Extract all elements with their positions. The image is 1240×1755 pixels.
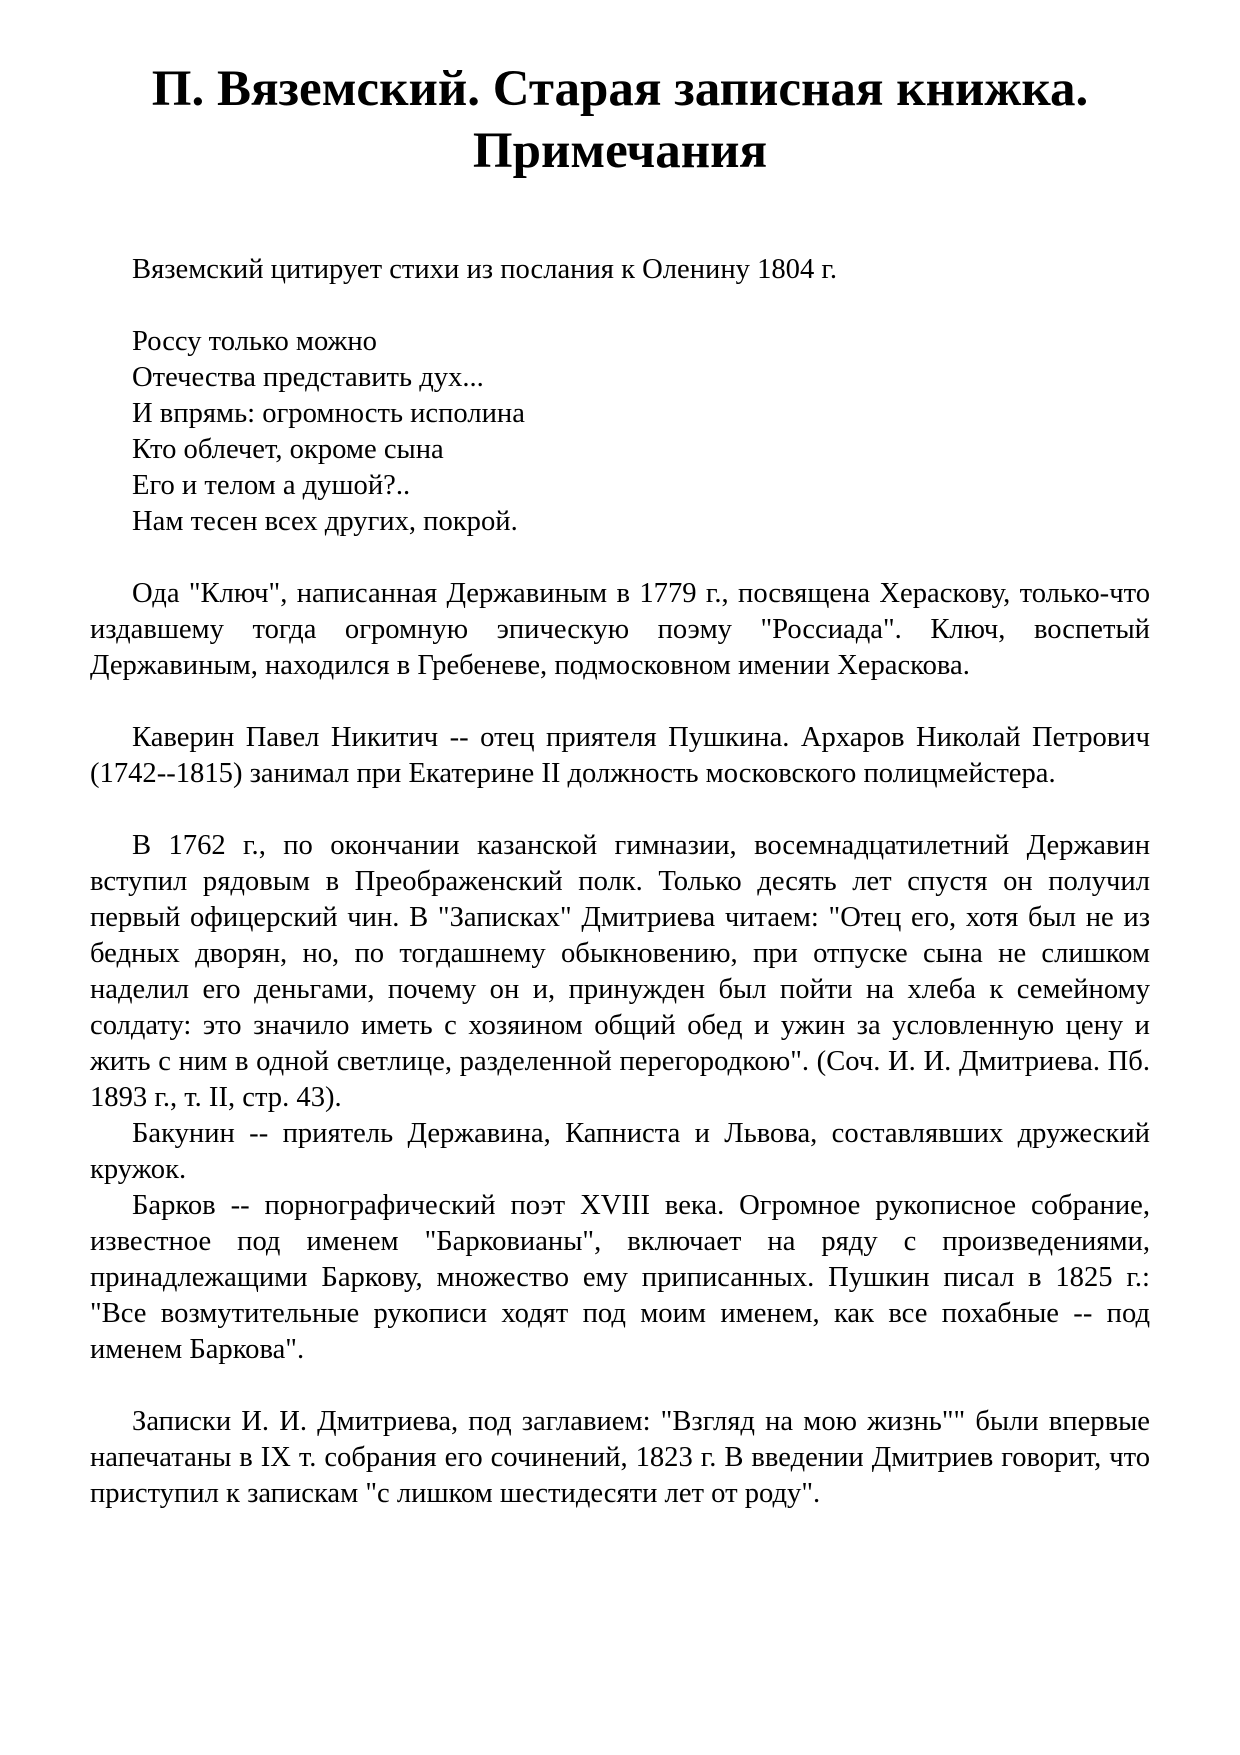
document-title — [90, 58, 1150, 182]
note-paragraph-derzhavin-1762: В 1762 г., по окончании казанской гимназии, восемнадцатилетний Державин вступил рядовым в Преображенский полк. Только десять лет спустя он получил первый офицерский чин. В "Записках" Дмитриева читаем: "Отец его, хотя был не из бедных дворян, но, по тогдашнему обыкновению, при отпуске сына не слишком наделил его деньгами, почему он и, принужден был пойти на хлеба к семейному солдату: это значило иметь с хозяином общий обед и ужин за условленную цену и жить с ним в одной светлице, разделенной перегородкою". (Соч. И. И. Дмитриева. Пб. 1893 г., т. II, стр. 43). — [90, 830, 1150, 1113]
note-paragraph-bakunin: Бакунин -- приятель Державина, Капниста и Львова, составлявших дружеский кружок. — [90, 1118, 1150, 1185]
verse-line: Его и телом а душой?.. — [132, 470, 411, 501]
verse-line: Кто облечет, окроме сына — [132, 434, 444, 465]
document-title-line-1: П. Вяземский. Старая записная книжка. — [151, 61, 1089, 117]
verse-line: И впрямь: огромность исполина — [132, 398, 525, 429]
intro-paragraph: Вяземский цитирует стихи из послания к Оленину 1804 г. — [132, 254, 838, 285]
verse-line: Отечества представить дух... — [132, 362, 484, 393]
verse-line: Нам тесен всех других, покрой. — [132, 506, 518, 537]
note-paragraph-barkov: Барков -- порнографический поэт XVIII века. Огромное рукописное собрание, известное под именем "Барковианы", включает на ряду с произведениями, принадлежащими Баркову, множество ему приписанных. Пушкин писал в 1825 г.: "Все возмутительные рукописи ходят под моим именем, как все похабные -- под именем Баркова". — [90, 1190, 1150, 1365]
verse-quote — [132, 324, 1150, 540]
document-title-line-2: Примечания — [472, 123, 768, 179]
note-paragraph-dmitriev: Записки И. И. Дмитриева, под заглавием: "Взгляд на мою жизнь"" были впервые напечатаны в IX т. собрания его сочинений, 1823 г. В введении Дмитриев говорит, что приступил к запискам "с лишком шестидесяти лет от роду". — [90, 1406, 1150, 1509]
note-paragraph-kluch: Ода "Ключ", написанная Державиным в 1779 г., посвящена Хераскову, только-что издавшему тогда огромную эпическую поэму "Россиада". Ключ, воспетый Державиным, находился в Гребеневе, подмосковном имении Хераскова. — [90, 578, 1150, 681]
document-body — [90, 252, 1150, 1512]
verse-line: Россу только можно — [132, 326, 377, 357]
note-paragraph-kaverin: Каверин Павел Никитич -- отец приятеля Пушкина. Архаров Николай Петрович (1742--1815) занимал при Екатерине II должность московского полицмейстера. — [90, 722, 1150, 789]
